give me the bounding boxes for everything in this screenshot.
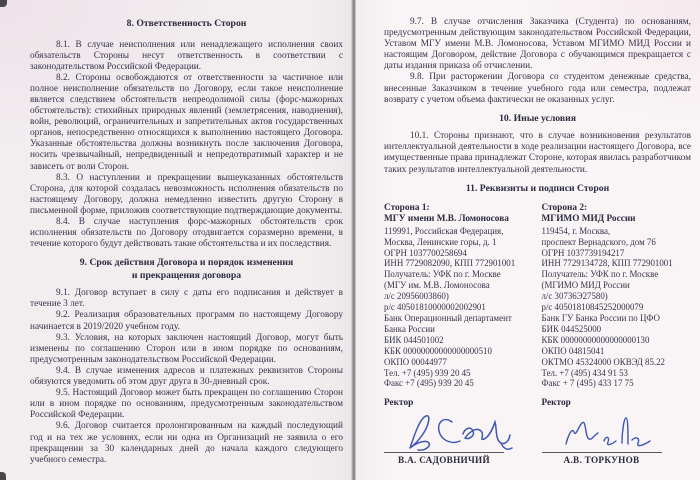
requisite-line: проспект Вернадского, дом 76 xyxy=(541,236,656,247)
section-8-body xyxy=(30,40,343,251)
requisite-line: БИК 044525000 xyxy=(541,323,602,334)
requisite-line: р/с 40501810845252000079 xyxy=(541,302,644,313)
party-2-signature-area xyxy=(542,408,692,452)
signature-torkunov-icon xyxy=(558,410,668,454)
requisite-line: Факс +7 (495) 939 20 45 xyxy=(384,378,474,389)
party-2-signer-name: А.В. ТОРКУНОВ xyxy=(563,455,640,466)
section-9-heading xyxy=(30,257,343,282)
requisite-line: ИНН 7729082090, КПП 772901001 xyxy=(384,258,516,269)
requisite-line: (МГИМО МИД России xyxy=(541,280,630,291)
contract-paragraph: 8.2. Стороны освобождаются от ответственности за частичное или полное неисполнение обязательств по Договору, если такое неисполнение является следствием обстоятельств непреодолимой силы (форс-мажорных обстоятельств): стихийных природных явлений (землетрясения, наводнения), войн, революций, ограничительных и запретительных актов государственных органов, непосредственно относящихся к выполнению настоящего Договора. Указанные обстоятельства должны возникнуть после заключения Договора, носить чрезвычайный, непредвиденный и непредотвратимый характер и не зависеть от воли Сторон. xyxy=(30,72,343,172)
requisite-line: ОКПО 00044977 xyxy=(384,356,447,367)
requisite-line: ОКТМО 45324000 ОКВЭД 85.22 xyxy=(541,356,665,367)
party-2-requisites xyxy=(542,226,692,390)
party-1-role: Ректор xyxy=(384,398,414,409)
section-9-heading-line2: и прекращения договора xyxy=(131,269,242,281)
party-1-signature-area xyxy=(384,408,528,452)
party-1-requisites xyxy=(384,226,528,390)
contract-paragraph: 8.1. В случае неисполнения или ненадлежащего исполнения своих обязательств Стороны несут ответственность в соответствии с законодательством Российской Федерации. xyxy=(30,39,343,72)
contract-paragraph: 10.1. Стороны признают, что в случае возникновения результатов интеллектуальной деятельности в ходе реализации настоящего Договора, все имущественные права принадлежат Стороне, которая явилась разработчиком таких результатов интеллектуальной деятельности. xyxy=(384,131,691,175)
requisite-line: 119454, г. Москва, xyxy=(541,225,611,236)
contract-paragraph: 9.7. В случае отчисления Заказчика (Студента) по основаниям, предусмотренным действующим законодательством Российской Федерации, Уставом МГУ имени М.В. Ломоносова, Уставом МГИМО МИД России и настоящим Договором, действие Договора с обучающимся прекращается с даты издания приказа об отчислении. xyxy=(384,17,691,72)
requisite-line: 119991, Российская Федерация, xyxy=(384,225,504,236)
section-10-heading: 10. Иные условия xyxy=(499,112,576,124)
requisite-line: Москва, Ленинские горы, д. 1 xyxy=(384,236,497,247)
contract-paragraph: 9.3. Условия, на которых заключен настоящий Договор, могут быть изменены по соглашению Сторон или в ином порядке по основаниям, предусмотренным законодательством Российской Федерации. xyxy=(30,332,343,365)
requisite-line: л/с 20956003860) xyxy=(384,291,449,302)
party-1-block xyxy=(384,203,538,465)
party-2-name: МГИМО МИД России xyxy=(541,214,636,225)
requisite-line: л/с 30736Э27580) xyxy=(541,291,608,302)
section-10-body xyxy=(384,131,691,175)
section-11-heading: 11. Реквизиты и подписи Сторон xyxy=(465,182,610,194)
contract-paragraph: 9.8. При расторжении Договора со студентом денежные средства, внесенные Заказчиком в течение учебного года или семестра, подлежат возврату с учетом объема фактически не оказанных услуг. xyxy=(384,72,691,105)
contract-paragraph: 9.2. Реализация образовательных программ по настоящему Договору начинается в 2019/2020 учебном году. xyxy=(30,310,343,332)
contract-paragraph: 9.1. Договор вступает в силу с даты его подписания и действует в течение 3 лет. xyxy=(30,288,343,310)
requisite-line: ОГРН 1037739194217 xyxy=(541,247,625,258)
requisite-line: ИНН 7729134728, КПП 772901001 xyxy=(541,258,673,269)
signature-sadovnichiy-icon xyxy=(400,410,518,454)
section-9-heading-line1: 9. Срок действия Договора и порядок изменения xyxy=(79,257,294,269)
party-2-title: Сторона 2: xyxy=(541,203,588,214)
section-8-heading: 8. Ответственность Сторон xyxy=(126,18,247,29)
requisite-line: Тел. +7 (495) 434 91 53 xyxy=(541,367,628,378)
party-1-name: МГУ имени М.В. Ломоносова xyxy=(384,214,509,225)
party-2-block xyxy=(538,203,692,465)
party-1-signer-name: В.А. САДОВНИЧИЙ xyxy=(398,455,490,466)
requisite-line: Банка России xyxy=(384,323,435,334)
scan-corner-mark-bottom-left xyxy=(0,472,6,480)
party-2-role: Ректор xyxy=(541,398,571,409)
page-right xyxy=(356,0,700,480)
party-1-title: Сторона 1: xyxy=(384,203,430,214)
requisites-columns xyxy=(384,203,691,465)
requisite-line: Тел. +7 (495) 939 20 45 xyxy=(384,367,471,378)
requisite-line: ОКПО 04815041 xyxy=(541,345,605,356)
requisite-line: Получатель: УФК по г. Москве xyxy=(384,269,501,280)
section-9-body xyxy=(30,288,343,466)
contract-paragraph: 8.4. В случае наступления форс-мажорных обстоятельств срок исполнения обязательств по Договору отодвигается соразмерно времени, в течение которого будут действовать такие обстоятельства и их последствия. xyxy=(30,217,343,250)
contract-paragraph: 9.4. В случае изменения адресов и платежных реквизитов Стороны обязуются уведомить об этом друг друга в 30-дневный срок. xyxy=(30,365,343,388)
requisite-line: (МГУ им. М.В. Ломоносова xyxy=(384,280,490,291)
section-9-continued xyxy=(384,17,691,106)
contract-paragraph: 9.6. Договор считается пролонгированным на каждый последующий год и на тех же условиях, если ни одна из Организаций не заявила о его прекращении за 30 календарных дней до начала каждого следующего учебного семестра. xyxy=(30,421,343,465)
requisite-line: БИК 044501002 xyxy=(384,334,444,345)
requisite-line: р/с 40501810000002002901 xyxy=(384,302,486,313)
requisite-line: Получатель: УФК по г. Москве xyxy=(541,269,659,280)
requisite-line: ОГРН 1037700258694 xyxy=(384,247,467,258)
requisite-line: Факс + 7 (495) 433 17 75 xyxy=(541,378,634,389)
contract-paragraph: 9.5. Настоящий Договор может быть прекращен по соглашению Сторон или в ином порядке по основаниям, предусмотренным законодательством Российской Федерации. xyxy=(30,388,343,421)
contract-paragraph: 8.3. О наступлении и прекращении вышеуказанных обстоятельств Сторона, для которой создалась невозможность исполнения обязательств по настоящему Договору, должна немедленно известить другую Сторону в письменной форме, приложив соответствующие подтверждающие документы. xyxy=(30,172,343,216)
requisite-line: КБК 00000000000000000130 xyxy=(541,334,650,345)
requisite-line: КБК 00000000000000000510 xyxy=(384,345,492,356)
requisite-line: Банк ГУ Банка России по ЦФО xyxy=(541,312,660,323)
requisite-line: Банк Операционный департамент xyxy=(384,312,512,323)
